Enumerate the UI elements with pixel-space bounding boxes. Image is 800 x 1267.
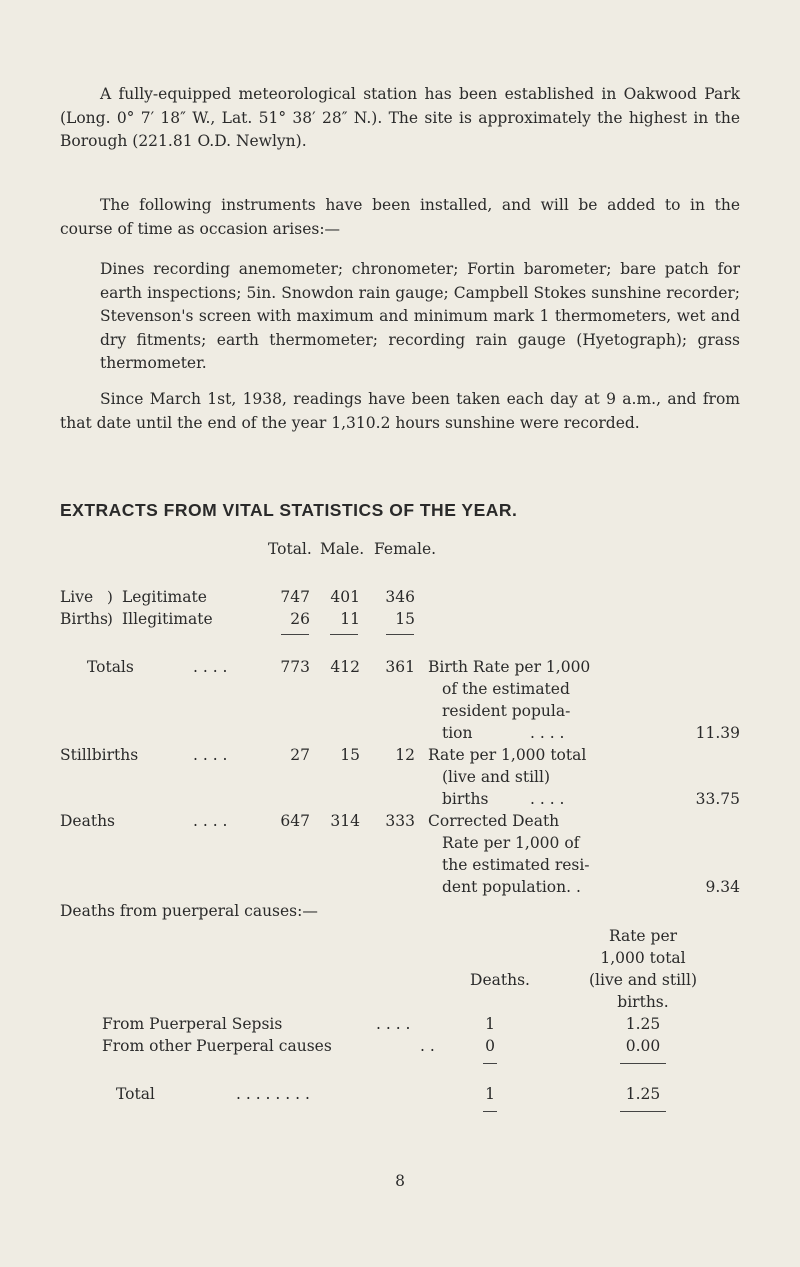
puerperal-other-rate: 0.00 xyxy=(625,1037,661,1055)
page-number: 8 xyxy=(395,1172,405,1190)
totals-dots: . . . . xyxy=(193,658,228,676)
stillbirths-female: 12 xyxy=(395,746,415,764)
puerperal-rate-header-1: Rate per xyxy=(608,927,678,945)
rule-female xyxy=(386,634,414,635)
deaths-dots: . . . . xyxy=(193,812,228,830)
legitimate-label: Legitimate xyxy=(122,588,207,606)
puerperal-rate-header-4: births. xyxy=(617,993,669,1011)
paragraph-instruments-intro: The following instruments have been installed, and will be added to in the course of time as occasion arises:— xyxy=(60,196,740,238)
rule-male xyxy=(330,634,358,635)
births-group-label-1: Live xyxy=(60,588,94,606)
deaths-male: 314 xyxy=(330,812,360,830)
puerperal-total-rate: 1.25 xyxy=(625,1085,661,1103)
totals-label: Totals xyxy=(87,658,134,676)
paragraph-instrument-list: Dines recording anemometer; chronometer; Fortin barometer; bare patch for earth inspections; 5in. Snowdon rain gauge; Campbell Stokes sunshine recorder; Stevenson's screen with maximum and minimum mark 1 thermometers, wet and dry fitments; earth thermometer; recording rain gauge (Hyetograph); grass thermometer. xyxy=(100,260,740,372)
rule-deaths-1 xyxy=(483,1063,497,1064)
totals-female: 361 xyxy=(385,658,415,676)
births-group-label-2: Births xyxy=(60,610,108,628)
puerperal-total-label: Total xyxy=(116,1085,155,1103)
rule-total xyxy=(281,634,309,635)
deaths-label: Deaths xyxy=(60,812,116,830)
legitimate-male: 401 xyxy=(330,588,360,606)
illegitimate-female: 15 xyxy=(395,610,415,628)
stillbirth-rate-line-3: births xyxy=(442,790,489,808)
rule-deaths-2 xyxy=(483,1111,497,1112)
birth-rate-dots: . . . . xyxy=(530,724,565,742)
birth-rate-line-1: Birth Rate per 1,000 xyxy=(428,658,591,676)
stillbirth-rate-line-1: Rate per 1,000 total xyxy=(428,746,587,764)
stillbirths-total: 27 xyxy=(290,746,310,764)
birth-rate-line-2: of the estimated xyxy=(442,680,570,698)
death-rate-line-2: Rate per 1,000 of xyxy=(442,834,580,852)
rule-rate-2 xyxy=(620,1111,666,1112)
puerperal-total-deaths: 1 xyxy=(485,1085,495,1103)
puerperal-intro: Deaths from puerperal causes:— xyxy=(60,902,318,920)
puerperal-rate-header-2: 1,000 total xyxy=(600,949,686,967)
birth-rate-line-4: tion xyxy=(442,724,473,742)
puerperal-sepsis-deaths: 1 xyxy=(485,1015,495,1033)
rule-rate-1 xyxy=(620,1063,666,1064)
death-rate-value: 9.34 xyxy=(705,878,740,896)
illegitimate-male: 11 xyxy=(340,610,360,628)
birth-rate-value: 11.39 xyxy=(695,724,740,742)
puerperal-other-deaths: 0 xyxy=(485,1037,495,1055)
column-header-female: Female. xyxy=(374,540,437,558)
death-rate-line-1: Corrected Death xyxy=(428,812,560,830)
totals-male: 412 xyxy=(330,658,360,676)
totals-total: 773 xyxy=(280,658,310,676)
illegitimate-total: 26 xyxy=(290,610,310,628)
deaths-female: 333 xyxy=(385,812,415,830)
legitimate-total: 747 xyxy=(280,588,310,606)
section-heading: EXTRACTS FROM VITAL STATISTICS OF THE YEAR. xyxy=(60,500,518,520)
deaths-total: 647 xyxy=(280,812,310,830)
puerperal-sepsis-rate: 1.25 xyxy=(625,1015,661,1033)
column-header-total: Total. xyxy=(268,540,312,558)
paragraph-sunshine: Since March 1st, 1938, readings have been taken each day at 9 a.m., and from that date until the end of the year 1,310.2 hours sunshine were recorded. xyxy=(60,390,740,432)
puerperal-rate-header-3: (live and still) xyxy=(589,971,697,989)
puerperal-sepsis-dots: . . . . xyxy=(376,1015,411,1033)
stillbirths-label: Stillbirths xyxy=(60,746,139,764)
death-rate-line-3: the estimated resi- xyxy=(442,856,590,874)
birth-rate-line-3: resident popula- xyxy=(442,702,571,720)
puerperal-other-label: From other Puerperal causes xyxy=(102,1037,332,1055)
brace-top: ) xyxy=(107,588,113,606)
stillbirth-rate-value: 33.75 xyxy=(695,790,740,808)
legitimate-female: 346 xyxy=(385,588,415,606)
column-header-male: Male. xyxy=(320,540,365,558)
puerperal-sepsis-label: From Puerperal Sepsis xyxy=(102,1015,283,1033)
stillbirths-dots: . . . . xyxy=(193,746,228,764)
puerperal-other-dots: . . xyxy=(420,1037,435,1055)
stillbirth-rate-dots: . . . . xyxy=(530,790,565,808)
death-rate-line-4: dent population. . xyxy=(442,878,581,896)
puerperal-deaths-header: Deaths. xyxy=(470,971,530,989)
paragraph-station: A fully-equipped meteorological station has been established in Oakwood Park (Long. 0° 7′ 18″ W., Lat. 51° 38′ 28″ N.). The site is approximately the highest in the Borough (221.81 O.D. Newlyn). xyxy=(60,85,740,150)
puerperal-total-dots: . . . . . . . . xyxy=(236,1085,310,1103)
illegitimate-label: Illegitimate xyxy=(122,610,213,628)
brace-bottom: ) xyxy=(107,610,113,628)
stillbirth-rate-line-2: (live and still) xyxy=(442,768,550,786)
stillbirths-male: 15 xyxy=(340,746,360,764)
